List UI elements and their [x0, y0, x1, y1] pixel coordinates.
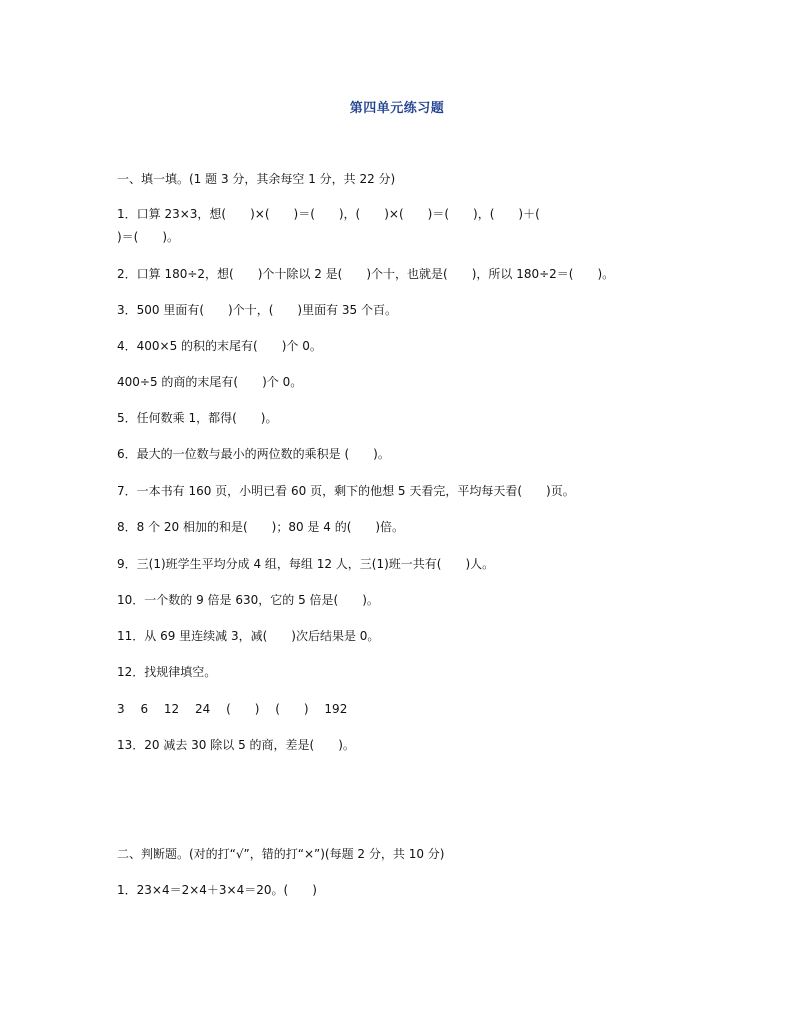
question-line: 7．一本书有 160 页，小明已看 60 页，剩下的他想 5 天看完，平均每天看( )页。 — [117, 484, 575, 498]
question-line: 13．20 减去 30 除以 5 的商，差是( )。 — [117, 738, 355, 752]
question-line: 1．23×4＝2×4＋3×4＝20。( ) — [117, 883, 317, 897]
sequence-line: 3 6 12 24 ( ) ( ) 192 — [117, 702, 348, 716]
question-line: 400÷5 的商的末尾有( )个 0。 — [117, 375, 303, 389]
question-line: 8．8 个 20 相加的和是( )；80 是 4 的( )倍。 — [117, 520, 405, 534]
question-line: 5．任何数乘 1，都得( )。 — [117, 411, 278, 425]
section2-heading: 二、判断题。(对的打“√”，错的打“×”)(每题 2 分，共 10 分) — [117, 847, 445, 861]
question-line: 2．口算 180÷2，想( )个十除以 2 是( )个十，也就是( )，所以 180÷2＝( )。 — [117, 267, 615, 281]
section1-heading: 一、填一填。(1 题 3 分，其余每空 1 分，共 22 分) — [117, 172, 396, 186]
question-line: 1．口算 23×3，想( )×( )＝( )，( )×( )＝( )，( )＋( — [117, 207, 540, 221]
question-line: 10．一个数的 9 倍是 630，它的 5 倍是( )。 — [117, 593, 379, 607]
question-line: 12．找规律填空。 — [117, 665, 217, 679]
question-line: )＝( )。 — [117, 230, 180, 244]
question-line: 4．400×5 的积的末尾有( )个 0。 — [117, 339, 322, 353]
page-title: 第四单元练习题 — [349, 101, 445, 116]
question-line: 11．从 69 里连续减 3，减( )次后结果是 0。 — [117, 629, 380, 643]
question-line: 9．三(1)班学生平均分成 4 组，每组 12 人，三(1)班一共有( )人。 — [117, 557, 495, 571]
question-line: 6．最大的一位数与最小的两位数的乘积是 ( )。 — [117, 447, 390, 461]
question-line: 3．500 里面有( )个十，( )里面有 35 个百。 — [117, 303, 397, 317]
